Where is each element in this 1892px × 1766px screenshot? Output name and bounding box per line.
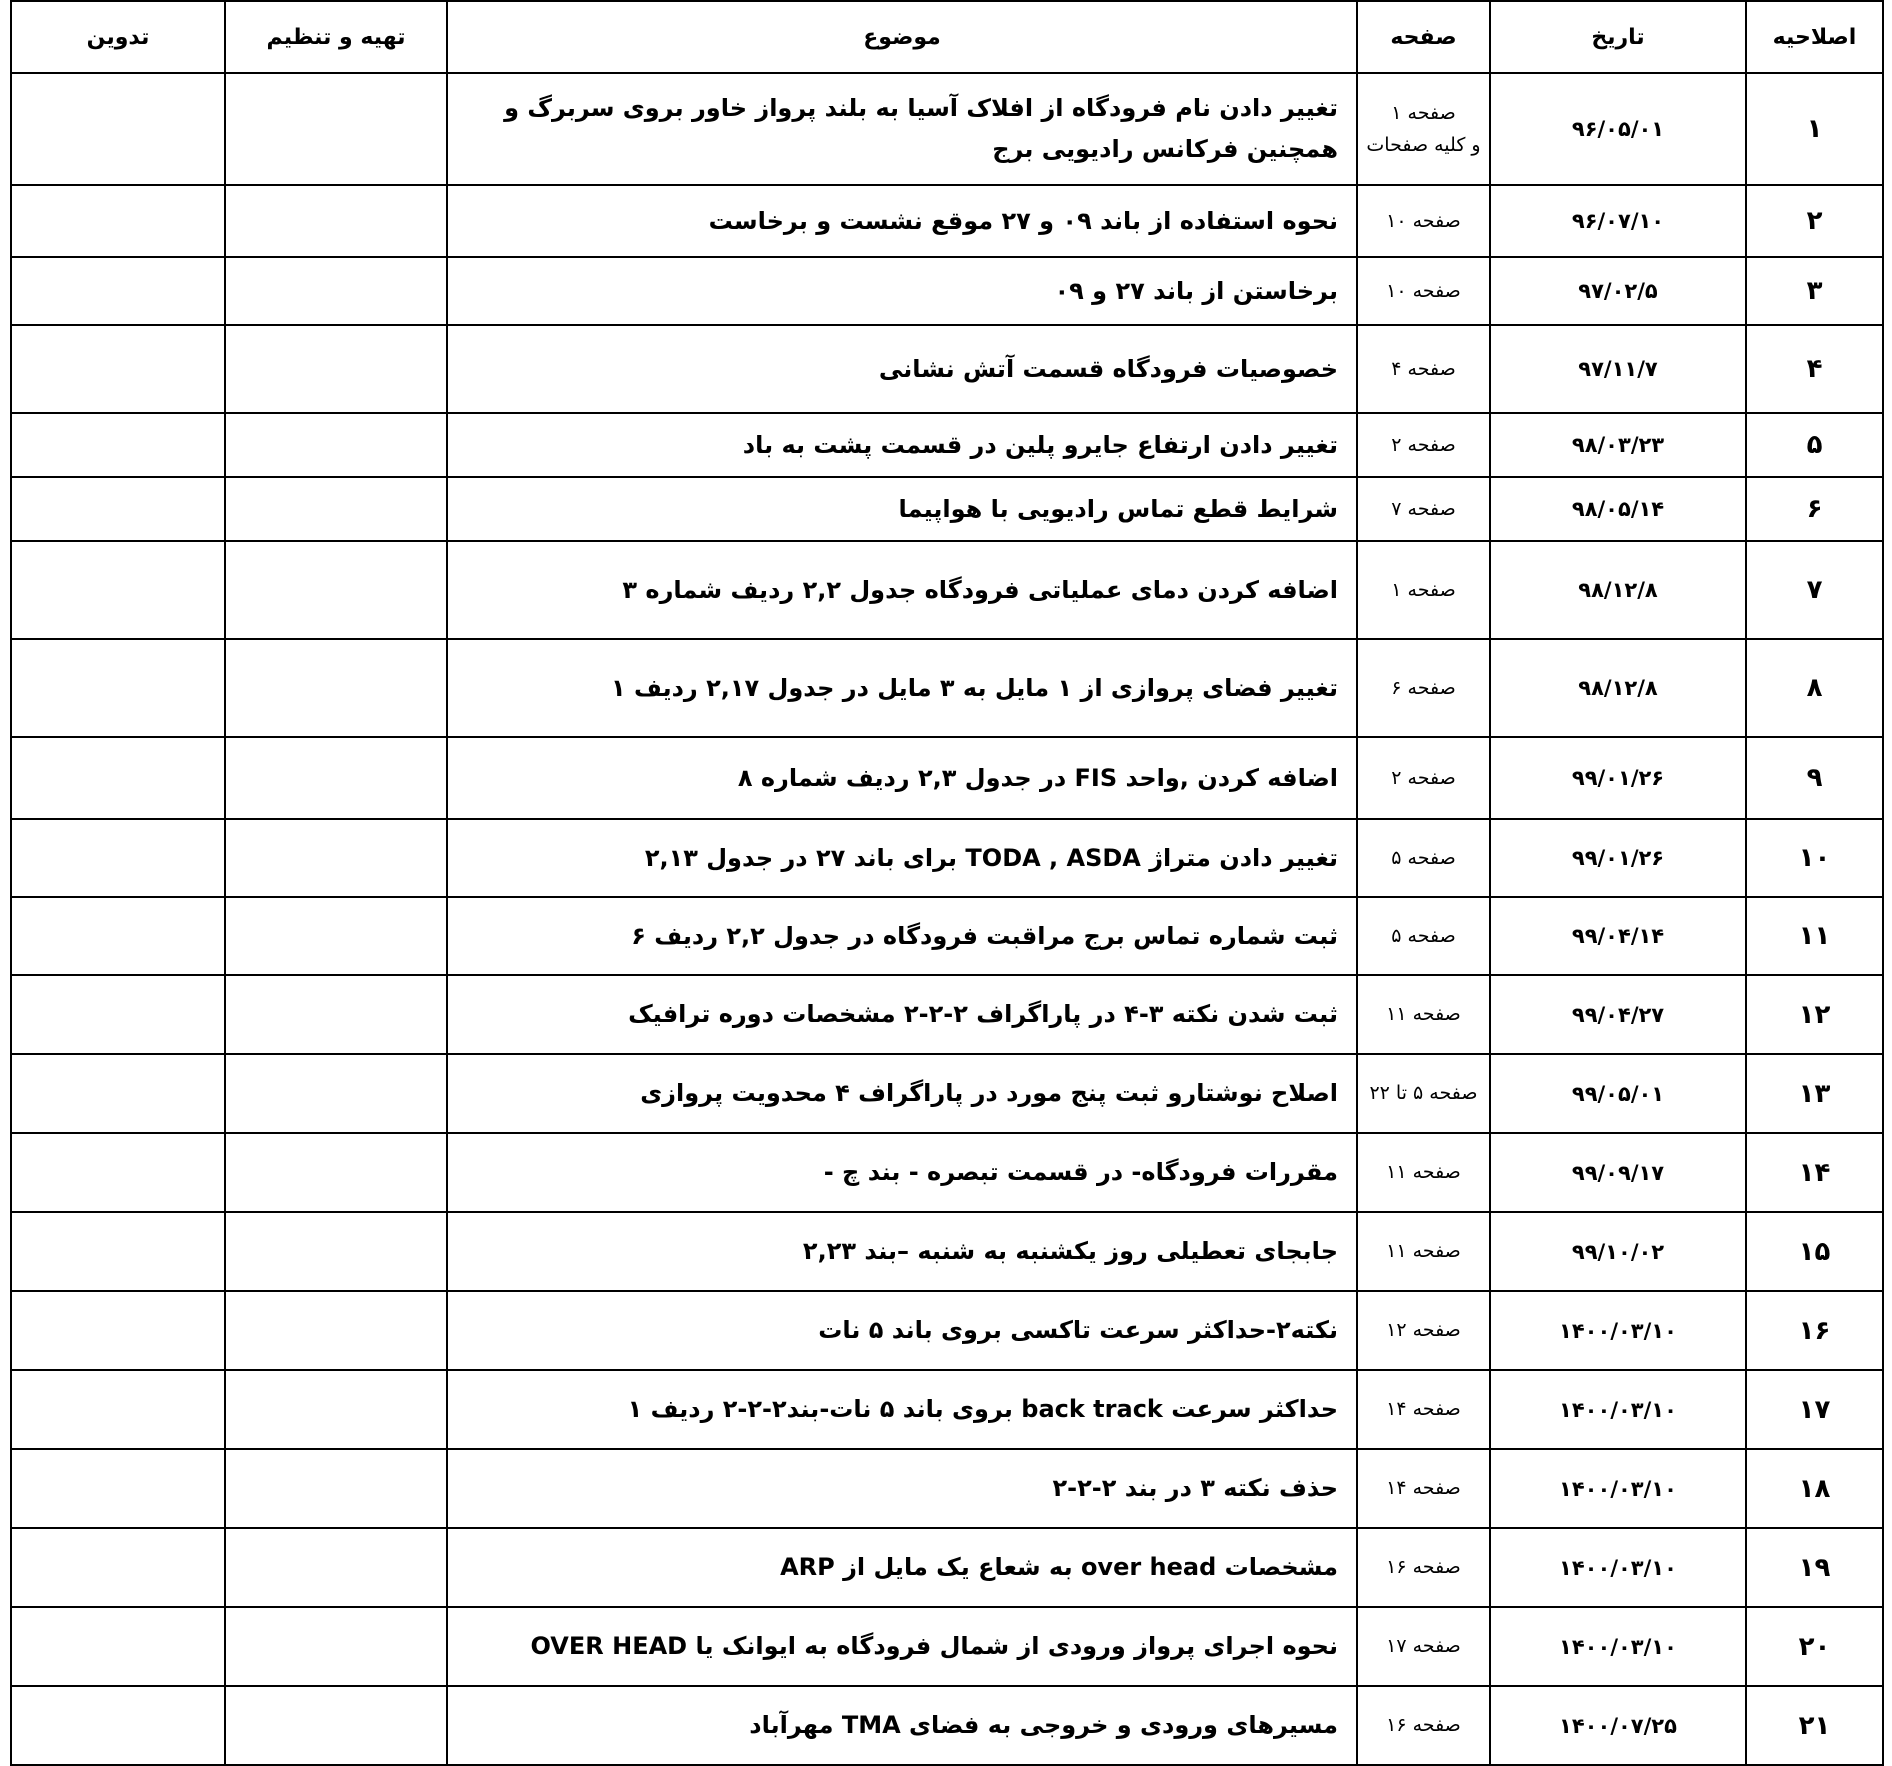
amendment-subject: تغییر دادن نام فرودگاه از افلاک آسیا به بلند پرواز خاور بروی سربرگ و همچنین فرکانس رادیویی برج [447, 73, 1357, 185]
amendment-page: صفحه ۱۷ [1357, 1607, 1490, 1686]
amendment-date: ۱۴۰۰/۰۳/۱۰ [1490, 1370, 1746, 1449]
prepared-cell [225, 1449, 447, 1528]
table-row [11, 1528, 1883, 1607]
prepared-cell [225, 1212, 447, 1291]
header-amendment: اصلاحیه [1746, 1, 1883, 73]
amendment-subject: شرایط قطع تماس رادیویی با هواپیما [447, 477, 1357, 541]
compiled-cell [11, 1449, 225, 1528]
amendment-page: صفحه ۱۱ [1357, 1212, 1490, 1291]
compiled-cell [11, 541, 225, 639]
amendment-number: ۳ [1746, 257, 1883, 325]
compiled-cell [11, 897, 225, 975]
compiled-cell [11, 257, 225, 325]
prepared-cell [225, 975, 447, 1054]
header-compiled: تدوین [11, 1, 225, 73]
table-row [11, 1054, 1883, 1133]
amendment-page: صفحه ۶ [1357, 639, 1490, 737]
prepared-cell [225, 1686, 447, 1765]
amendment-date: ۹۹/۰۴/۱۴ [1490, 897, 1746, 975]
amendment-number: ۱۳ [1746, 1054, 1883, 1133]
amendment-number: ۱۶ [1746, 1291, 1883, 1370]
amendment-page: صفحه ۱۶ [1357, 1686, 1490, 1765]
amendment-number: ۱۵ [1746, 1212, 1883, 1291]
amendment-number: ۴ [1746, 325, 1883, 413]
prepared-cell [225, 1133, 447, 1212]
amendment-date: ۹۷/۱۱/۷ [1490, 325, 1746, 413]
amendment-page: صفحه ۱۰ [1357, 257, 1490, 325]
amendment-date: ۹۹/۰۱/۲۶ [1490, 819, 1746, 897]
amendment-subject: تغییر دادن ارتفاع جایرو پلین در قسمت پشت به باد [447, 413, 1357, 477]
header-date: تاریخ [1490, 1, 1746, 73]
amendment-number: ۱ [1746, 73, 1883, 185]
amendment-date: ۹۶/۰۷/۱۰ [1490, 185, 1746, 257]
table-row [11, 541, 1883, 639]
amendment-date: ۱۴۰۰/۰۳/۱۰ [1490, 1528, 1746, 1607]
amendment-page: صفحه ۲ [1357, 413, 1490, 477]
prepared-cell [225, 1607, 447, 1686]
amendment-date: ۹۹/۰۵/۰۱ [1490, 1054, 1746, 1133]
prepared-cell [225, 819, 447, 897]
table-row [11, 1133, 1883, 1212]
amendment-number: ۱۹ [1746, 1528, 1883, 1607]
prepared-cell [225, 1054, 447, 1133]
amendment-subject: ثبت شماره تماس برج مراقبت فرودگاه در جدول ۲,۲ ردیف ۶ [447, 897, 1357, 975]
prepared-cell [225, 257, 447, 325]
compiled-cell [11, 1686, 225, 1765]
amendment-page: صفحه ۱۰ [1357, 185, 1490, 257]
amendment-page [1357, 73, 1490, 185]
compiled-cell [11, 1607, 225, 1686]
compiled-cell [11, 477, 225, 541]
amendment-subject: حذف نکته ۳ در بند ۲-۲-۲ [447, 1449, 1357, 1528]
prepared-cell [225, 477, 447, 541]
amendment-number: ۹ [1746, 737, 1883, 819]
prepared-cell [225, 897, 447, 975]
table-row [11, 1686, 1883, 1765]
compiled-cell [11, 737, 225, 819]
prepared-cell [225, 541, 447, 639]
amendment-page: صفحه ۵ [1357, 819, 1490, 897]
amendment-number: ۱۰ [1746, 819, 1883, 897]
header-row [11, 1, 1883, 73]
amendment-page: صفحه ۱ [1357, 541, 1490, 639]
amendment-number: ۸ [1746, 639, 1883, 737]
amendment-page-line: و کلیه صفحات [1366, 134, 1481, 156]
amendment-date: ۹۹/۰۱/۲۶ [1490, 737, 1746, 819]
amendment-page: صفحه ۱۱ [1357, 1133, 1490, 1212]
amendments-table [10, 0, 1884, 1766]
amendment-date: ۱۴۰۰/۰۳/۱۰ [1490, 1607, 1746, 1686]
amendment-page: صفحه ۱۱ [1357, 975, 1490, 1054]
amendment-subject: نحوه استفاده از باند ۰۹ و ۲۷ موقع نشست و برخاست [447, 185, 1357, 257]
prepared-cell [225, 413, 447, 477]
amendment-date: ۱۴۰۰/۰۳/۱۰ [1490, 1449, 1746, 1528]
table-row [11, 1291, 1883, 1370]
amendment-subject: اضافه کردن دمای عملیاتی فرودگاه جدول ۲,۲ ردیف شماره ۳ [447, 541, 1357, 639]
amendment-page: صفحه ۷ [1357, 477, 1490, 541]
prepared-cell [225, 737, 447, 819]
prepared-cell [225, 1528, 447, 1607]
compiled-cell [11, 1370, 225, 1449]
amendment-number: ۱۷ [1746, 1370, 1883, 1449]
amendment-subject: خصوصیات فرودگاه قسمت آتش نشانی [447, 325, 1357, 413]
prepared-cell [225, 639, 447, 737]
amendment-page: صفحه ۱۴ [1357, 1449, 1490, 1528]
amendment-page-line: صفحه ۱ [1391, 101, 1456, 124]
prepared-cell [225, 1291, 447, 1370]
amendment-page: صفحه ۵ تا ۲۲ [1357, 1054, 1490, 1133]
amendment-subject: مقررات فرودگاه- در قسمت تبصره - بند چ - [447, 1133, 1357, 1212]
compiled-cell [11, 1291, 225, 1370]
compiled-cell [11, 639, 225, 737]
amendment-subject: حداکثر سرعت back track بروی باند ۵ نات-بند۲-۲-۲ ردیف ۱ [447, 1370, 1357, 1449]
amendment-number: ۲۰ [1746, 1607, 1883, 1686]
table-row [11, 1607, 1883, 1686]
amendment-date: ۹۸/۰۵/۱۴ [1490, 477, 1746, 541]
table-row [11, 257, 1883, 325]
amendment-date: ۱۴۰۰/۰۳/۱۰ [1490, 1291, 1746, 1370]
amendment-subject: اضافه کردن ,واحد FIS در جدول ۲,۳ ردیف شماره ۸ [447, 737, 1357, 819]
compiled-cell [11, 819, 225, 897]
table-row [11, 73, 1883, 185]
compiled-cell [11, 1528, 225, 1607]
prepared-cell [225, 325, 447, 413]
compiled-cell [11, 185, 225, 257]
amendment-subject: برخاستن از باند ۲۷ و ۰۹ [447, 257, 1357, 325]
compiled-cell [11, 1054, 225, 1133]
amendment-subject: مسیرهای ورودی و خروجی به فضای TMA مهرآباد [447, 1686, 1357, 1765]
amendment-date: ۹۸/۱۲/۸ [1490, 639, 1746, 737]
table-row [11, 477, 1883, 541]
table-row [11, 737, 1883, 819]
amendment-date: ۹۸/۰۳/۲۳ [1490, 413, 1746, 477]
amendment-subject: جابجای تعطیلی روز یکشنبه به شنبه –بند ۲,۲۳ [447, 1212, 1357, 1291]
amendment-page: صفحه ۱۶ [1357, 1528, 1490, 1607]
amendment-subject: تغییر دادن متراژ TODA , ASDA برای باند ۲۷ در جدول ۲,۱۳ [447, 819, 1357, 897]
amendment-number: ۵ [1746, 413, 1883, 477]
amendment-page: صفحه ۱۴ [1357, 1370, 1490, 1449]
table-row [11, 897, 1883, 975]
amendment-date: ۹۹/۰۴/۲۷ [1490, 975, 1746, 1054]
amendment-subject: اصلاح نوشتارو ثبت پنج مورد در پاراگراف ۴ محدویت پروازی [447, 1054, 1357, 1133]
amendment-number: ۱۸ [1746, 1449, 1883, 1528]
amendment-number: ۷ [1746, 541, 1883, 639]
prepared-cell [225, 1370, 447, 1449]
amendment-number: ۶ [1746, 477, 1883, 541]
prepared-cell [225, 185, 447, 257]
header-subject: موضوع [447, 1, 1357, 73]
header-prepared: تهیه و تنظیم [225, 1, 447, 73]
amendment-number: ۱۱ [1746, 897, 1883, 975]
amendment-number: ۲۱ [1746, 1686, 1883, 1765]
amendment-page: صفحه ۲ [1357, 737, 1490, 819]
header-page: صفحه [1357, 1, 1490, 73]
table-row [11, 185, 1883, 257]
table-row [11, 975, 1883, 1054]
table-row [11, 819, 1883, 897]
amendment-page: صفحه ۱۲ [1357, 1291, 1490, 1370]
amendment-number: ۱۴ [1746, 1133, 1883, 1212]
prepared-cell [225, 73, 447, 185]
amendment-date: ۹۸/۱۲/۸ [1490, 541, 1746, 639]
table-row [11, 1449, 1883, 1528]
compiled-cell [11, 1212, 225, 1291]
table-row [11, 1370, 1883, 1449]
amendment-number: ۲ [1746, 185, 1883, 257]
compiled-cell [11, 1133, 225, 1212]
amendment-subject: مشخصات over head به شعاع یک مایل از ARP [447, 1528, 1357, 1607]
amendment-date: ۱۴۰۰/۰۷/۲۵ [1490, 1686, 1746, 1765]
amendment-date: ۹۹/۱۰/۰۲ [1490, 1212, 1746, 1291]
amendment-date: ۹۹/۰۹/۱۷ [1490, 1133, 1746, 1212]
compiled-cell [11, 975, 225, 1054]
table-row [11, 325, 1883, 413]
amendment-page: صفحه ۴ [1357, 325, 1490, 413]
amendment-date: ۹۷/۰۲/۵ [1490, 257, 1746, 325]
table-row [11, 1212, 1883, 1291]
compiled-cell [11, 325, 225, 413]
table-row [11, 639, 1883, 737]
compiled-cell [11, 413, 225, 477]
amendment-date: ۹۶/۰۵/۰۱ [1490, 73, 1746, 185]
amendment-subject: ثبت شدن نکته ۳-۴ در پاراگراف ۲-۲-۲ مشخصات دوره ترافیک [447, 975, 1357, 1054]
amendment-page: صفحه ۵ [1357, 897, 1490, 975]
amendment-subject: نحوه اجرای پرواز ورودی از شمال فرودگاه به ایوانک یا OVER HEAD [447, 1607, 1357, 1686]
amendment-number: ۱۲ [1746, 975, 1883, 1054]
compiled-cell [11, 73, 225, 185]
amendment-subject: نکته۲-حداکثر سرعت تاکسی بروی باند ۵ نات [447, 1291, 1357, 1370]
amendment-subject: تغییر فضای پروازی از ۱ مایل به ۳ مایل در جدول ۲,۱۷ ردیف ۱ [447, 639, 1357, 737]
table-row [11, 413, 1883, 477]
